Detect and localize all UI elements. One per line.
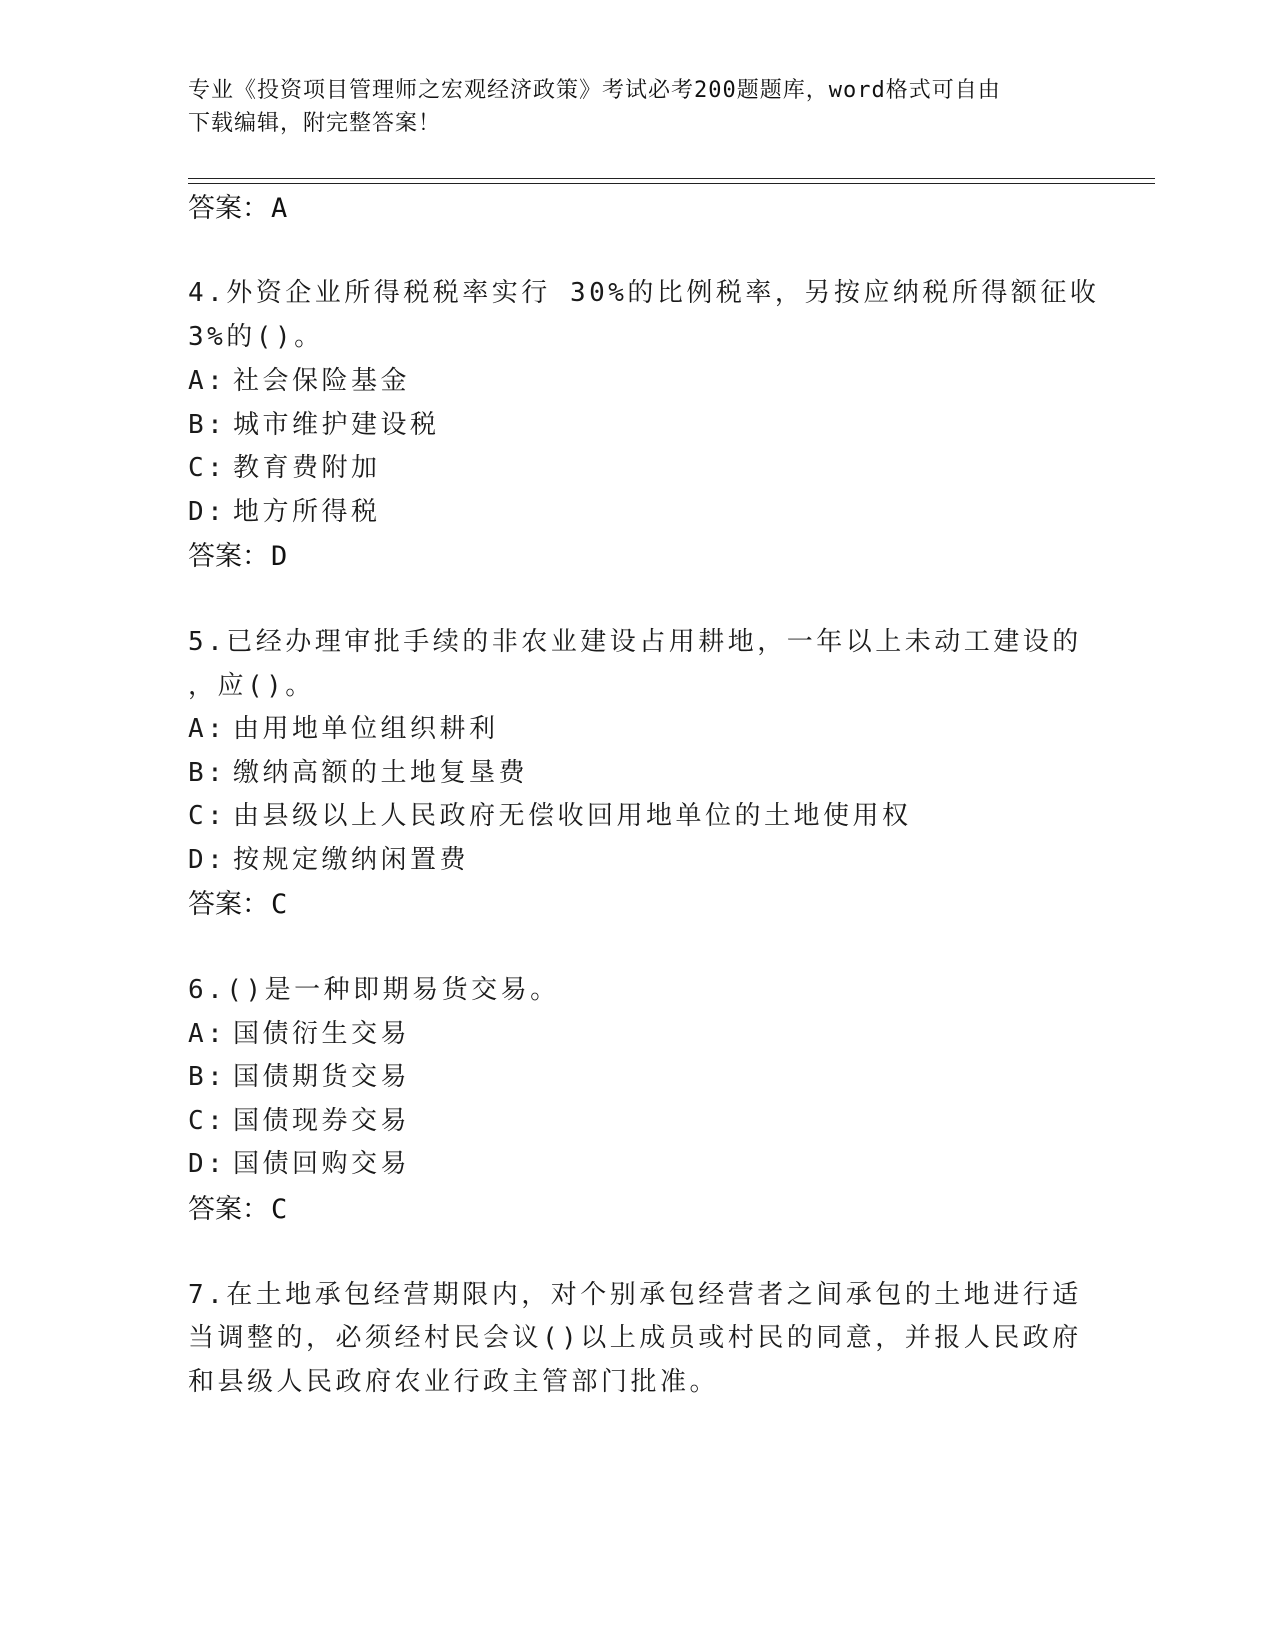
option-text: 城市维护建设税	[233, 410, 440, 440]
answer-line	[188, 534, 287, 573]
answer-line-prev	[188, 186, 287, 225]
option-letter: B:	[188, 410, 227, 440]
document-header	[188, 74, 1068, 140]
option-c	[188, 447, 381, 484]
option-letter: D:	[188, 1149, 227, 1179]
answer-label: 答案：	[188, 1194, 269, 1225]
option-c	[188, 795, 912, 832]
option-letter: C:	[188, 801, 227, 831]
answer-value: C	[271, 1194, 288, 1225]
answer-label: 答案：	[188, 889, 269, 920]
answer-line	[188, 882, 287, 921]
option-a	[188, 360, 410, 397]
option-c	[188, 1100, 410, 1137]
option-d	[188, 839, 469, 876]
option-letter: C:	[188, 1106, 227, 1136]
answer-value: A	[271, 193, 288, 224]
option-letter: B:	[188, 1062, 227, 1092]
option-b	[188, 752, 528, 789]
option-d	[188, 1143, 410, 1180]
answer-label: 答案：	[188, 193, 269, 224]
question-text-line: 4.外资企业所得税税率实行 30%的比例税率，另按应纳税所得额征收	[188, 278, 1100, 308]
header-divider-bottom	[188, 183, 1155, 184]
option-a	[188, 1013, 410, 1050]
question-text-line: 5.已经办理审批手续的非农业建设占用耕地，一年以上未动工建设的	[188, 627, 1082, 657]
option-text: 社会保险基金	[233, 366, 411, 396]
option-text: 国债衍生交易	[233, 1019, 411, 1049]
answer-label: 答案：	[188, 541, 269, 572]
header-line-1: 专业《投资项目管理师之宏观经济政策》考试必考200题题库，word格式可自由	[188, 78, 1001, 103]
option-text: 教育费附加	[233, 453, 381, 483]
option-d	[188, 491, 381, 528]
option-text: 按规定缴纳闲置费	[233, 845, 470, 875]
option-letter: D:	[188, 497, 227, 527]
header-divider-top	[188, 178, 1155, 179]
option-text: 缴纳高额的土地复垦费	[233, 758, 529, 788]
answer-line	[188, 1187, 287, 1226]
answer-value: C	[271, 889, 288, 920]
question-text-line: 和县级人民政府农业行政主管部门批准。	[188, 1367, 720, 1397]
question-text-line: 3%的()。	[188, 322, 324, 352]
option-letter: D:	[188, 845, 227, 875]
question-text-line: 7.在土地承包经营期限内，对个别承包经营者之间承包的土地进行适	[188, 1280, 1082, 1310]
option-text: 国债现券交易	[233, 1106, 411, 1136]
header-line-2: 下载编辑，附完整答案！	[188, 111, 442, 136]
option-text: 由县级以上人民政府无偿收回用地单位的土地使用权	[233, 801, 912, 831]
option-b	[188, 1056, 410, 1093]
option-text: 地方所得税	[233, 497, 381, 527]
option-a	[188, 708, 499, 745]
option-letter: A:	[188, 366, 227, 396]
option-letter: A:	[188, 1019, 227, 1049]
option-letter: C:	[188, 453, 227, 483]
option-text: 国债期货交易	[233, 1062, 411, 1092]
question-text-line: 当调整的，必须经村民会议()以上成员或村民的同意，并报人民政府	[188, 1323, 1082, 1353]
option-text: 国债回购交易	[233, 1149, 411, 1179]
option-b	[188, 404, 440, 441]
answer-value: D	[271, 541, 288, 572]
option-text: 由用地单位组织耕利	[233, 714, 499, 744]
option-letter: A:	[188, 714, 227, 744]
option-letter: B:	[188, 758, 227, 788]
question-text-line: 6.()是一种即期易货交易。	[188, 975, 560, 1005]
question-text-line: ，应()。	[188, 671, 315, 701]
